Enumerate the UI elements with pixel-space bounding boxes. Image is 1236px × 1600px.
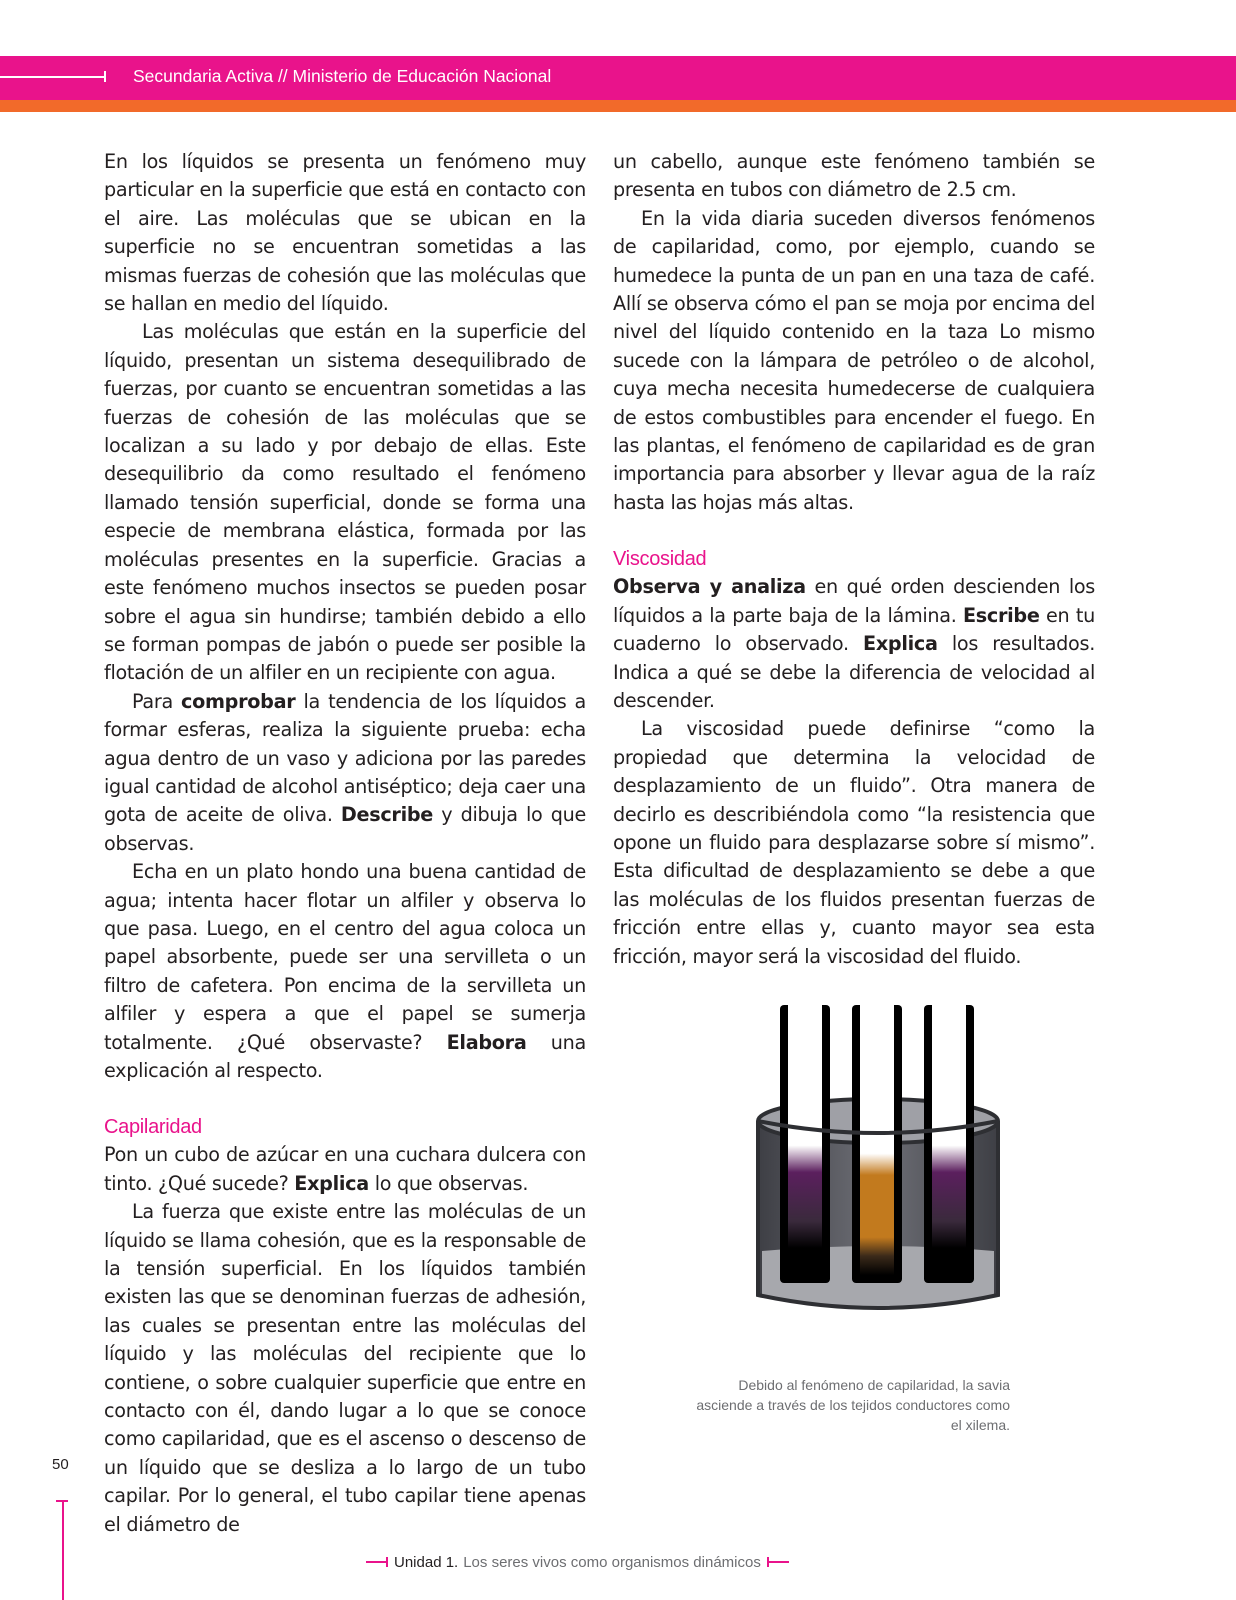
footer-unit: Unidad 1. <box>394 1553 459 1571</box>
bold-term: Escribe <box>962 603 1040 627</box>
right-column <box>613 148 1095 971</box>
header-title: Secundaria Activa // Ministerio de Educación Nacional <box>133 66 552 86</box>
footer-rule-right <box>767 1561 789 1563</box>
bold-term: Elabora <box>446 1030 527 1054</box>
figure-caption: Debido al fenómeno de capilaridad, la savia asciende a través de los tejidos conductores como el xilema. <box>696 1377 1010 1433</box>
paragraph: un cabello, aunque este fenómeno también se presenta en tubos con diámetro de 2.5 cm. <box>613 150 1095 202</box>
footer <box>366 1552 789 1572</box>
paragraph: Pon un cubo de azúcar en una cuchara dulcera con tinto. ¿Qué sucede? Explica lo que observas. <box>104 1143 586 1195</box>
tube-left <box>788 1005 822 1275</box>
bold-term: Observa y analiza <box>613 575 806 599</box>
footer-rule-left <box>366 1561 388 1563</box>
paragraph: Observa y analiza en qué orden descienden los líquidos a la parte baja de la lámina. Escribe en tu cuaderno lo observado. Explica los resultados. Indica a qué se debe la diferencia de velocidad al descender. <box>613 575 1095 712</box>
paragraph: La fuerza que existe entre las moléculas de un líquido se llama cohesión, que es la responsable de la tensión superficial. En los líquidos también existen las que se denominan fuerzas de adhesión, las cuales se presentan entre las moléculas del líquido y las moléculas del recipiente que lo contiene, o sobre cualquier superficie que entre en contacto con él, dando lugar a lo que se conoce como capilaridad, que es el ascenso o descenso de un líquido que se desliza a lo largo de un tubo capilar. Por lo general, el tubo capilar tiene apenas el diámetro de <box>104 1200 586 1536</box>
section-title-viscosidad: Viscosidad <box>613 548 707 571</box>
page-number: 50 <box>52 1456 69 1473</box>
paragraph: En los líquidos se presenta un fenómeno muy particular en la superficie que está en contacto con el aire. Las moléculas que se ubican en la superficie no se encuentran sometidas a las mismas fuerzas de cohesión que las moléculas que se hallan en medio del líquido. <box>104 150 586 316</box>
paragraph: Para comprobar la tendencia de los líquidos a formar esferas, realiza la siguiente prueba: echa agua dentro de un vaso y adiciona por las paredes igual cantidad de alcohol antiséptico; deja caer una gota de aceite de oliva. Describe y dibuja lo que observas. <box>104 689 586 855</box>
header-orange-stripe <box>0 100 1236 112</box>
left-column <box>104 148 586 1539</box>
bold-term: comprobar <box>181 689 296 713</box>
paragraph: En la vida diaria suceden diversos fenómenos de capilaridad, como, por ejemplo, cuando se humedece la punta de un pan en una taza de café. Allí se observa cómo el pan se moja por encima del nivel del líquido contenido en la taza Lo mismo sucede con la lámpara de petróleo o de alcohol, cuya mecha necesita humedecerse de cualquiera de estos combustibles para encender el fuego. En las plantas, el fenómeno de capilaridad es de gran importancia para absorber y llevar agua de la raíz hasta las hojas más altas. <box>613 206 1095 514</box>
paragraph: Las moléculas que están en la superficie del líquido, presentan un sistema desequilibrado de fuerzas, por cuanto se encuentran sometidas a las fuerzas de cohesión de las moléculas que se localizan a su lado y por debajo de ellas. Este desequilibrio da como resultado el fenómeno llamado tensión superficial, donde se forma una especie de membrana elástica, formada por las moléculas presentes en la superficie. Gracias a este fenómeno muchos insectos se pueden posar sobre el agua sin hundirse; también debido a ello se forman pompas de jabón o puede ser posible la flotación de un alfiler en un recipiente con agua. <box>104 320 586 685</box>
margin-rule <box>62 1501 64 1600</box>
capillarity-illustration <box>754 1005 1002 1321</box>
bold-term: Explica <box>863 632 938 656</box>
paragraph: La viscosidad puede definirse “como la propiedad que determina la velocidad de desplazamiento de un fluido”. Otra manera de decirlo es describiéndola como “la resistencia que opone un fluido para desplazarse sobre sí mismo”. Esta dificultad de desplazamiento se debe a que las moléculas de los fluidos presentan fuerzas de fricción entre ellas y, cuanto mayor sea esta fricción, mayor será la viscosidad del fluido. <box>613 717 1095 968</box>
tube-center <box>860 1005 894 1275</box>
tube-right <box>932 1005 966 1275</box>
bold-term: Describe <box>340 803 434 827</box>
footer-text: Los seres vivos como organismos dinámicos <box>463 1553 761 1571</box>
header-rule <box>0 76 105 78</box>
bold-term: Explica <box>294 1171 369 1195</box>
section-title-capilaridad: Capilaridad <box>104 1116 202 1139</box>
header-rule-tick <box>104 71 106 82</box>
paragraph: Echa en un plato hondo una buena cantidad de agua; intenta hacer flotar un alfiler y observa lo que pasa. Luego, en el centro del agua coloca un papel absorbente, puede ser una servilleta o un filtro de cafetera. Pon encima de la servilleta un alfiler y espera a que el papel se sumerja totalmente. ¿Qué observaste? Elabora una explicación al respecto. <box>104 860 586 1082</box>
